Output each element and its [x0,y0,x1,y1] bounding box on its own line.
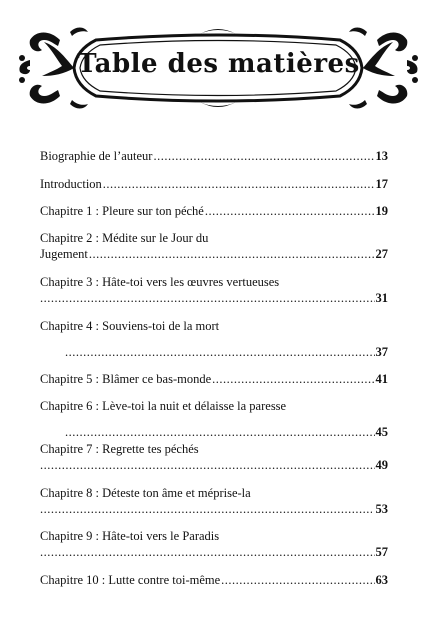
toc-entry-label: Chapitre 2 : Médite sur le Jour du [40,231,209,245]
toc-entry-label: Biographie de l’auteur [40,149,153,163]
leader-dots [40,501,372,517]
toc-entry-page: 63 [375,573,388,587]
toc-entry[interactable] [40,572,388,588]
toc-entry[interactable] [40,274,388,306]
toc-entry-page: 53 [375,502,388,516]
leader-dots [212,371,374,387]
toc-entry[interactable] [40,398,388,440]
toc-entry-label: Introduction [40,177,102,191]
toc-entry-page: 37 [375,345,388,359]
toc-entry[interactable] [40,371,388,387]
leader-dots [40,544,375,560]
title-banner [0,0,437,140]
toc-entry-page: 13 [375,149,388,163]
page-title: Table des matières [77,49,360,79]
toc-entry-label: Chapitre 8 : Déteste ton âme et méprise-la [40,486,251,500]
toc-entry-label-continued: Jugement [40,247,88,261]
leader-dots [65,344,375,360]
leader-dots [103,176,375,192]
toc-entry[interactable] [40,318,388,360]
toc-entry-label: Chapitre 7 : Regrette tes péchés [40,442,199,456]
toc-entry-label: Chapitre 6 : Lève-toi la nuit et délaisse la paresse [40,399,287,413]
toc-entry-page: 41 [375,372,388,386]
leader-dots [40,290,375,306]
toc-entry-page: 19 [375,204,388,218]
toc-entry-page: 17 [375,177,388,191]
toc-entry-page: 57 [375,545,388,559]
toc-entry[interactable] [40,176,388,192]
leader-dots [65,424,375,440]
toc-entry-page: 27 [375,247,388,261]
toc-entry-page: 31 [375,291,388,305]
toc-entry[interactable] [40,148,388,164]
leader-dots [40,457,375,473]
leader-dots [153,148,374,164]
toc-entry[interactable] [40,528,388,560]
toc-entry[interactable] [40,203,388,219]
leader-dots [89,246,375,262]
toc-entry-label: Chapitre 10 : Lutte contre toi-même [40,573,221,587]
toc-entry-label: Chapitre 1 : Pleure sur ton péché [40,204,204,218]
toc-entry-label: Chapitre 5 : Blâmer ce bas-monde [40,372,212,386]
toc-entry-page: 45 [375,425,388,439]
leader-dots [221,572,374,588]
toc-entry[interactable] [40,230,388,262]
toc-entry-label: Chapitre 4 : Souviens-toi de la mort [40,319,220,333]
toc-entry-page: 49 [375,458,388,472]
toc-entry-label: Chapitre 3 : Hâte-toi vers les œuvres vertueuses [40,275,280,289]
toc-entry[interactable] [40,485,388,517]
toc-entry-label: Chapitre 9 : Hâte-toi vers le Paradis [40,529,220,543]
leader-dots [205,203,375,219]
toc-entry[interactable] [40,441,388,473]
